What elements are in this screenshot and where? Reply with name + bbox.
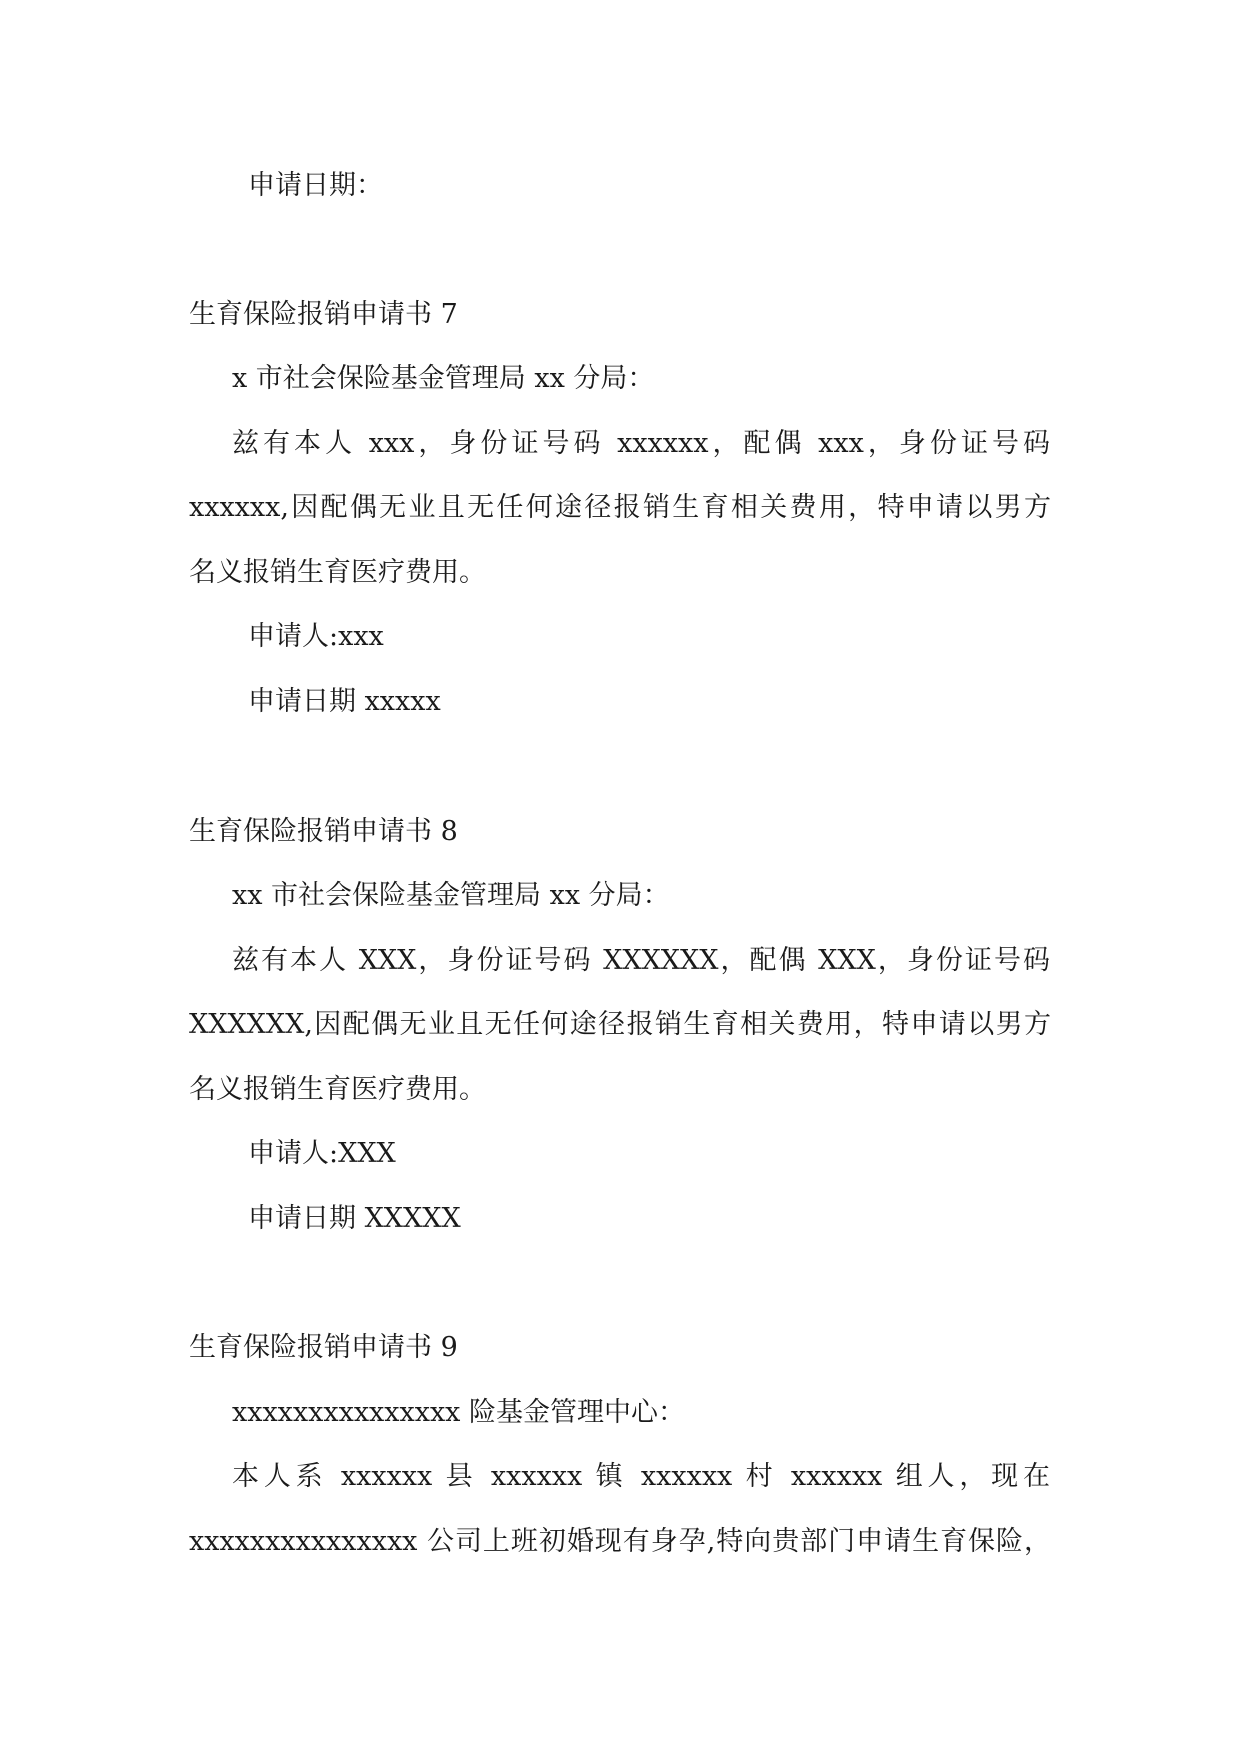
letter-8-body-line-1: 兹有本人 XXX，身份证号码 XXXXXX，配偶 XXX，身份证号码 bbox=[232, 945, 1050, 976]
letter-8-title: 生育保险报销申请书 8 bbox=[189, 816, 458, 847]
letter-8-addressee: xx 市社会保险基金管理局 xx 分局： bbox=[232, 880, 670, 911]
letter-8-body-line-3: 名义报销生育医疗费用。 bbox=[189, 1074, 486, 1105]
letter-9-title: 生育保险报销申请书 9 bbox=[189, 1332, 458, 1363]
letter-7-body-line-3: 名义报销生育医疗费用。 bbox=[189, 557, 486, 588]
letter-8-applicant: 申请人:XXX bbox=[248, 1138, 396, 1169]
letter-7-body-line-2: xxxxxx,因配偶无业且无任何途径报销生育相关费用，特申请以男方 bbox=[189, 492, 1051, 523]
letter-9-body-line-1: 本人系 xxxxxx 县 xxxxxx 镇 xxxxxx 村 xxxxxx 组人，现在 bbox=[232, 1461, 1050, 1492]
letter-9-addressee: xxxxxxxxxxxxxxx 险基金管理中心： bbox=[232, 1397, 685, 1428]
letter-9-body-line-2: xxxxxxxxxxxxxxx 公司上班初婚现有身孕,特向贵部门申请生育保险， bbox=[189, 1526, 1051, 1557]
letter-7-addressee: x 市社会保险基金管理局 xx 分局： bbox=[232, 363, 655, 394]
letter-8-body-line-2: XXXXXX,因配偶无业且无任何途径报销生育相关费用，特申请以男方 bbox=[189, 1009, 1051, 1040]
application-date-label: 申请日期： bbox=[248, 170, 383, 201]
letter-7-title: 生育保险报销申请书 7 bbox=[189, 299, 458, 330]
letter-8-date: 申请日期 XXXXX bbox=[248, 1203, 461, 1234]
letter-7-body-line-1: 兹有本人 xxx，身份证号码 xxxxxx，配偶 xxx，身份证号码 bbox=[232, 428, 1050, 459]
letter-7-applicant: 申请人:xxx bbox=[248, 621, 384, 652]
letter-7-date: 申请日期 xxxxx bbox=[248, 686, 441, 717]
